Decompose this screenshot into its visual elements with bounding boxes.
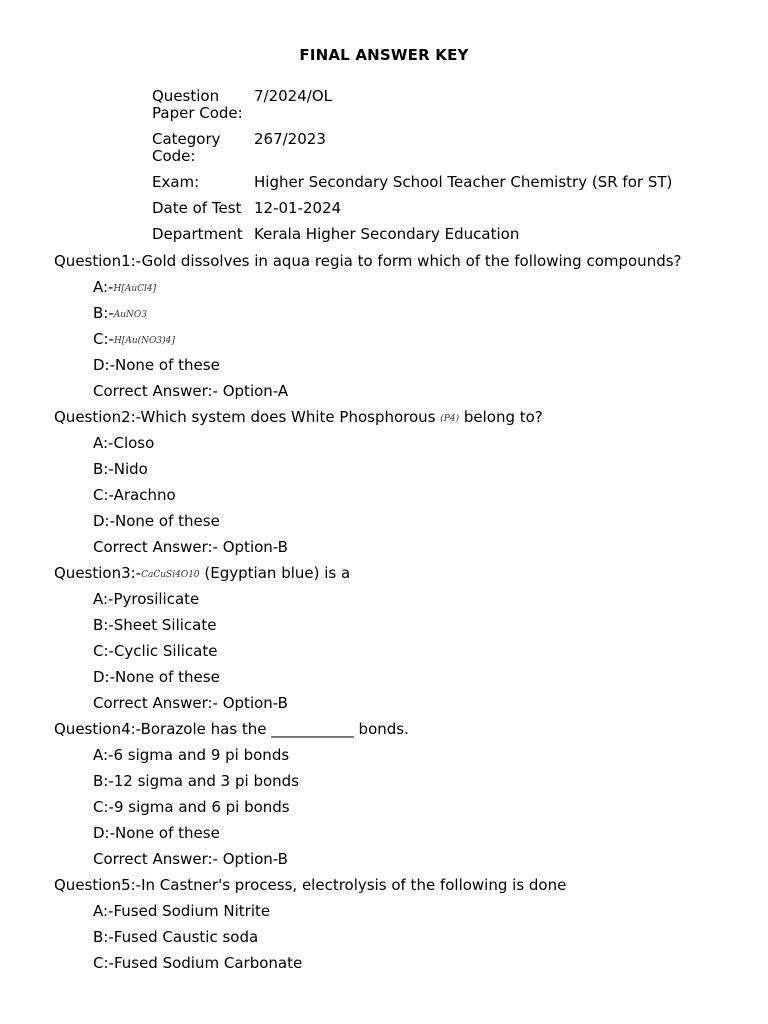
category-code-row: [152, 131, 712, 174]
question-text: Borazole has the ___________ bonds.: [140, 720, 409, 738]
option-d: D:-None of these: [93, 356, 220, 374]
option-c: C:-Fused Sodium Carbonate: [93, 954, 303, 972]
paper-code-label: Question Paper Code:: [152, 87, 243, 122]
correct-answer: Correct Answer:- Option-B: [93, 694, 288, 712]
option-c: C:-Arachno: [93, 486, 176, 504]
paper-code-row: [152, 88, 712, 131]
category-code-value: 267/2023: [254, 130, 326, 148]
option-d: D:-None of these: [93, 824, 220, 842]
exam-row: [152, 174, 712, 200]
option-a: A:-Closo: [93, 434, 155, 452]
option-a: A:-6 sigma and 9 pi bonds: [93, 746, 290, 764]
page-title: FINAL ANSWER KEY: [299, 46, 469, 64]
question-5: [54, 876, 754, 902]
option-prefix: B:-: [93, 304, 114, 322]
question-1: [54, 252, 754, 278]
question-text: In Castner's process, electrolysis of the following is done: [141, 876, 567, 894]
question-prefix: Question3:-: [54, 564, 142, 582]
question-prefix: Question4:-: [54, 720, 141, 738]
option-b: B:-12 sigma and 3 pi bonds: [93, 772, 299, 790]
category-code-label: Category Code:: [152, 130, 221, 165]
option-a: A:-Pyrosilicate: [93, 590, 200, 608]
option-c: C:-Cyclic Silicate: [93, 642, 218, 660]
department-value: Kerala Higher Secondary Education: [254, 225, 520, 243]
date-label: Date of Test: [152, 199, 242, 217]
question-text-end: (Egyptian blue) is a: [199, 564, 351, 582]
paper-code-value: 7/2024/OL: [254, 87, 332, 105]
option-b: B:-Sheet Silicate: [93, 616, 217, 634]
question-2: [54, 408, 754, 434]
formula-image: CaCuSi4O10: [141, 570, 200, 580]
question-text: Gold dissolves in aqua regia to form which of the following compounds?: [141, 252, 682, 270]
option-prefix: A:-: [93, 278, 114, 296]
correct-answer: Correct Answer:- Option-A: [93, 382, 289, 400]
correct-answer: Correct Answer:- Option-B: [93, 538, 288, 556]
exam-details-table: [152, 88, 712, 243]
department-label: Department: [152, 225, 243, 243]
question-3: [54, 564, 754, 590]
formula-image: H[AuCl4]: [113, 284, 157, 294]
exam-value: Higher Secondary School Teacher Chemistry (SR for ST): [254, 173, 673, 191]
date-row: [152, 200, 712, 226]
option-c: C:-9 sigma and 6 pi bonds: [93, 798, 290, 816]
question-prefix: Question1:-: [54, 252, 142, 270]
option-b: B:-Fused Caustic soda: [93, 928, 259, 946]
formula-image: H[Au(NO3)4]: [113, 336, 175, 346]
option-a: [54, 278, 754, 304]
option-d: D:-None of these: [93, 512, 220, 530]
question-text-end: belong to?: [459, 408, 543, 426]
option-b: [54, 304, 754, 330]
option-b: B:-Nido: [93, 460, 148, 478]
department-row: [152, 226, 712, 243]
exam-label: Exam:: [152, 173, 200, 191]
formula-image: AuNO3: [113, 310, 148, 320]
date-value: 12-01-2024: [254, 199, 342, 217]
option-prefix: C:-: [93, 330, 114, 348]
option-c: [54, 330, 754, 356]
question-list: [54, 252, 754, 980]
formula-image: (P4): [440, 414, 460, 424]
question-4: [54, 720, 754, 746]
option-d: D:-None of these: [93, 668, 220, 686]
question-prefix: Question5:-: [54, 876, 142, 894]
correct-answer: Correct Answer:- Option-B: [93, 850, 288, 868]
option-a: A:-Fused Sodium Nitrite: [93, 902, 271, 920]
question-text: Which system does White Phosphorous: [140, 408, 441, 426]
question-prefix: Question2:-: [54, 408, 141, 426]
